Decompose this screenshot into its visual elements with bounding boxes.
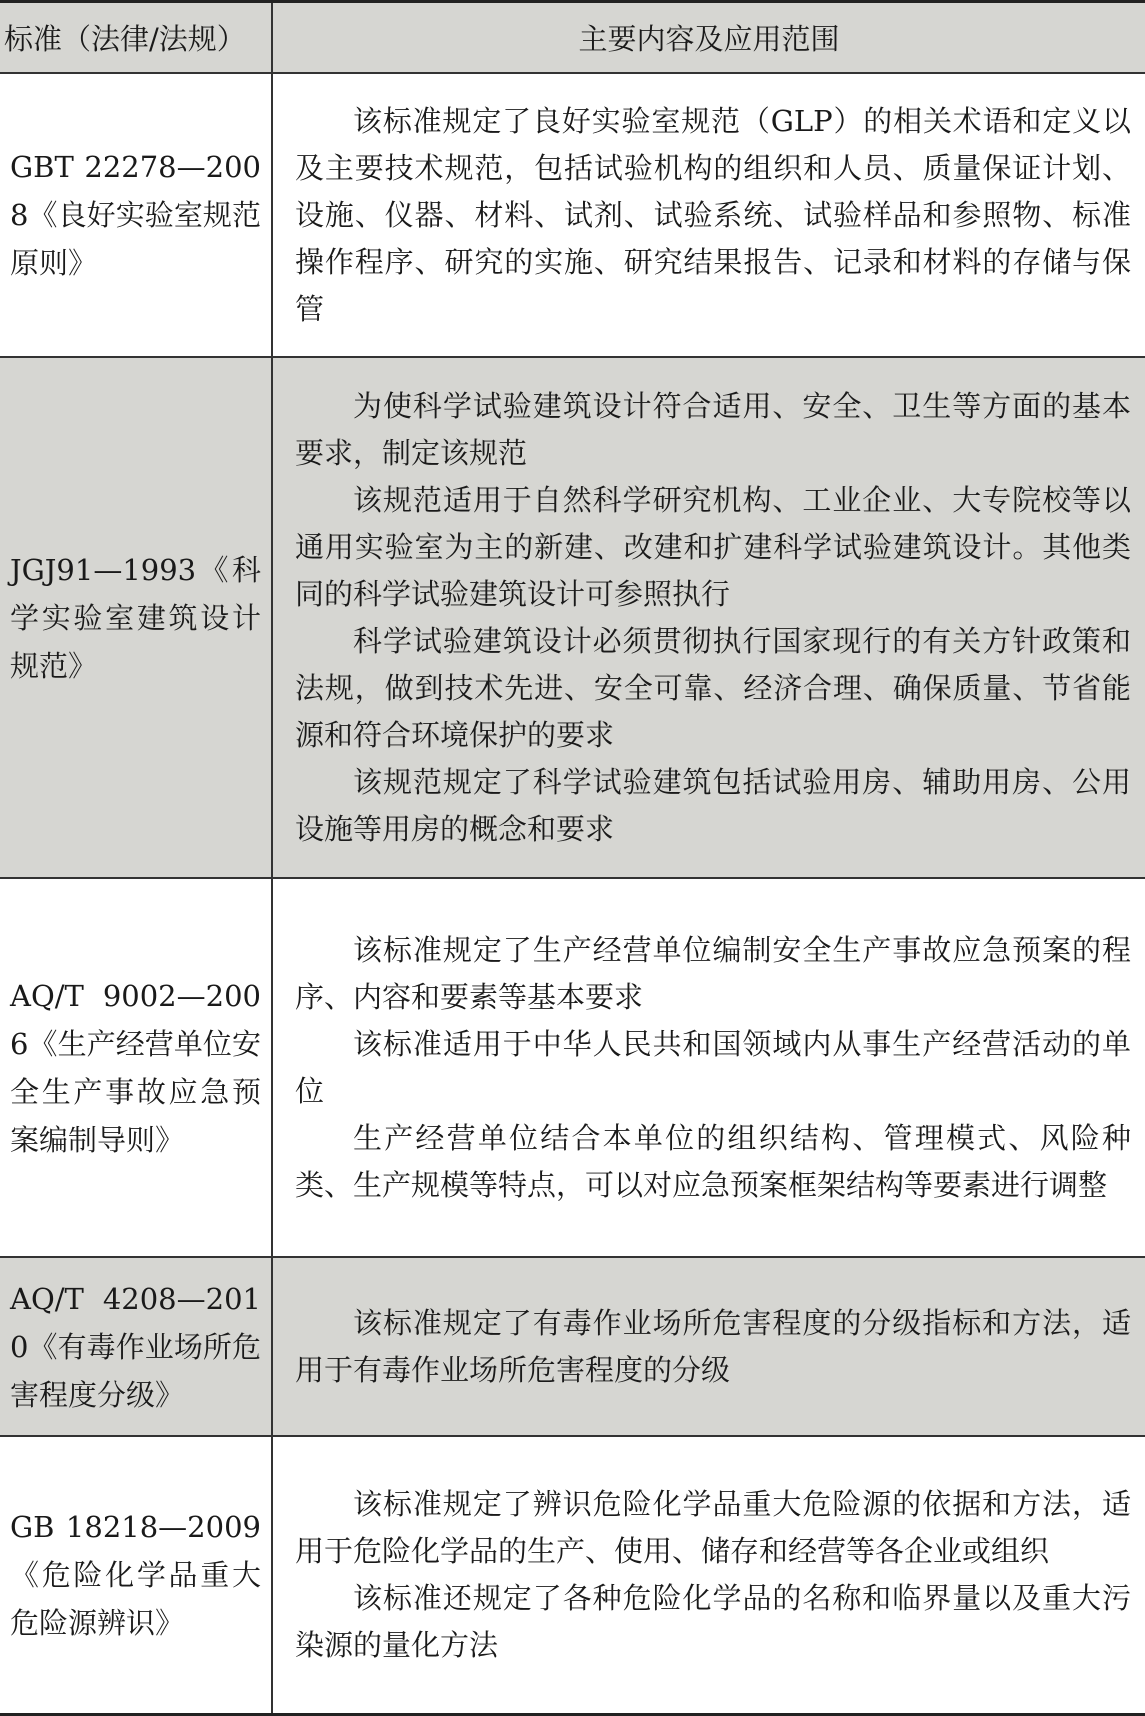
content-paragraph: 该规范适用于自然科学研究机构、工业企业、大专院校等以通用实验室为主的新建、改建和扩建科学试验建筑设计。其他类同的科学试验建筑设计可参照执行 bbox=[295, 482, 1131, 611]
table-row bbox=[0, 878, 1145, 1257]
content-paragraph: 该标准规定了有毒作业场所危害程度的分级指标和方法，适用于有毒作业场所危害程度的分级 bbox=[295, 1305, 1131, 1387]
content-paragraph: 生产经营单位结合本单位的组织结构、管理模式、风险种类、生产规模等特点，可以对应急预案框架结构等要素进行调整 bbox=[295, 1120, 1131, 1202]
standard-name: GBT 22278—2008《良好实验室规范原则》 bbox=[10, 150, 261, 280]
header-content-scope: 主要内容及应用范围 bbox=[272, 2, 1145, 74]
standard-name: AQ/T 9002—2006《生产经营单位安全生产事故应急预案编制导则》 bbox=[10, 978, 261, 1157]
content-cell bbox=[272, 878, 1145, 1257]
standard-name: GB 18218—2009《危险化学品重大危险源辨识》 bbox=[10, 1510, 261, 1640]
standard-cell bbox=[0, 1436, 272, 1715]
standard-cell bbox=[0, 357, 272, 878]
table-row bbox=[0, 73, 1145, 357]
content-paragraph: 该标准适用于中华人民共和国领域内从事生产经营活动的单位 bbox=[295, 1026, 1131, 1108]
content-paragraph: 为使科学试验建筑设计符合适用、安全、卫生等方面的基本要求，制定该规范 bbox=[295, 388, 1131, 470]
standard-cell bbox=[0, 73, 272, 357]
content-cell bbox=[272, 73, 1145, 357]
table-row bbox=[0, 1257, 1145, 1436]
content-paragraph: 该标准规定了辨识危险化学品重大危险源的依据和方法，适用于危险化学品的生产、使用、储存和经营等各企业或组织 bbox=[295, 1487, 1131, 1568]
content-cell bbox=[272, 1257, 1145, 1436]
content-paragraph: 该规范规定了科学试验建筑包括试验用房、辅助用房、公用设施等用房的概念和要求 bbox=[295, 764, 1131, 846]
standard-cell bbox=[0, 1257, 272, 1436]
content-paragraph: 科学试验建筑设计必须贯彻执行国家现行的有关方针政策和法规，做到技术先进、安全可靠、经济合理、确保质量、节省能源和符合环境保护的要求 bbox=[295, 623, 1131, 752]
content-paragraph: 该标准规定了生产经营单位编制安全生产事故应急预案的程序、内容和要素等基本要求 bbox=[295, 932, 1131, 1014]
content-paragraph: 该标准规定了良好实验室规范（GLP）的相关术语和定义以及主要技术规范，包括试验机构的组织和人员、质量保证计划、设施、仪器、材料、试剂、试验系统、试验样品和参照物、标准操作程序、研究的实施、研究结果报告、记录和材料的存储与保管 bbox=[295, 103, 1131, 326]
table-row bbox=[0, 1436, 1145, 1715]
standard-name: JGJ91—1993《科学实验室建筑设计规范》 bbox=[10, 552, 261, 683]
standard-name: AQ/T 4208—2010《有毒作业场所危害程度分级》 bbox=[10, 1281, 261, 1412]
header-standard: 标准（法律/法规） bbox=[0, 2, 272, 74]
content-cell bbox=[272, 1436, 1145, 1715]
content-cell bbox=[272, 357, 1145, 878]
table-row bbox=[0, 357, 1145, 878]
header-row bbox=[0, 2, 1145, 74]
content-paragraph: 该标准还规定了各种危险化学品的名称和临界量以及重大污染源的量化方法 bbox=[295, 1581, 1131, 1662]
standard-cell bbox=[0, 878, 272, 1257]
